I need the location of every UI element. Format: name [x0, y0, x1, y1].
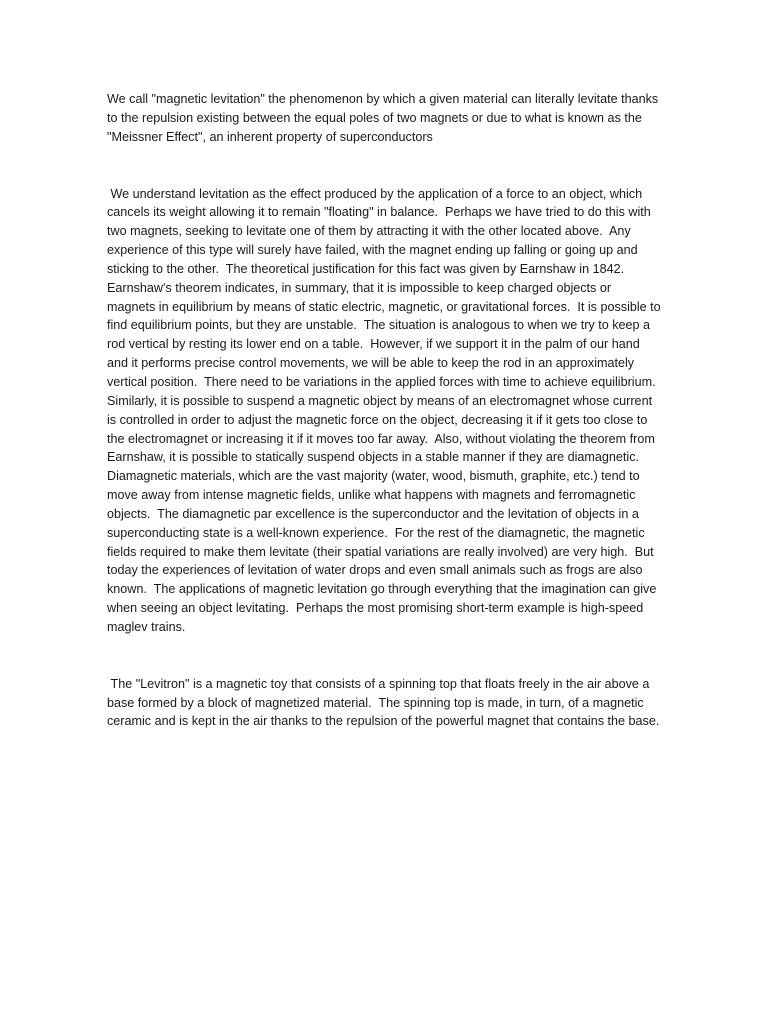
- document-page: [107, 90, 665, 731]
- paragraph-levitron: The "Levitron" is a magnetic toy that consists of a spinning top that floats freely in the air above a base formed by a block of magnetized material. The spinning top is made, in turn, of a magnetic ceramic and is kept in the air thanks to the repulsion of the powerful magnet that contains the base.: [107, 676, 660, 729]
- paragraph-levitation-explanation: We understand levitation as the effect produced by the application of a force to an object, which cancels its weight allowing it to remain "floating" in balance. Perhaps we have tried to do this with two magnets, seeking to levitate one of them by attracting it with the other located above. Any experience of this type will surely have failed, with the magnet ending up falling or going up and sticking to the other. The theoretical justification for this fact was given by Earnshaw in 1842. Earnshaw's theorem indicates, in summary, that it is impossible to keep charged objects or magnets in equilibrium by means of static electric, magnetic, or gravitational forces. It is possible to find equilibrium points, but they are unstable. The situation is analogous to when we try to keep a rod vertical by resting its lower end on a table. However, if we support it in the palm of our hand and it performs precise control movements, we will be able to keep the rod in an approximately vertical position. There need to be variations in the applied forces with time to achieve equilibrium. Similarly, it is possible to suspend a magnetic object by means of an electromagnet whose current is controlled in order to adjust the magnetic force on the object, decreasing it if it gets too close to the electromagnet or increasing it if it moves too far away. Also, without violating the theorem from Earnshaw, it is possible to statically suspend objects in a stable manner if they are diamagnetic. Diamagnetic materials, which are the vast majority (water, wood, bismuth, graphite, etc.) tend to move away from intense magnetic fields, unlike what happens with magnets and ferromagnetic objects. The diamagnetic par excellence is the superconductor and the levitation of objects in a superconducting state is a well-known experience. For the rest of the diamagnetic, the magnetic fields required to make them levitate (their spatial variations are really involved) are very high. But today the experiences of levitation of water drops and even small animals such as frogs are also known. The applications of magnetic levitation go through everything that the imagination can give when seeing an object levitating. Perhaps the most promising short-term example is high-speed maglev trains.: [107, 186, 665, 634]
- paragraph-intro: We call "magnetic levitation" the phenomenon by which a given material can literally levitate thanks to the repulsion existing between the equal poles of two magnets or due to what is known as the "Meissner Effect", an inherent property of superconductors: [107, 92, 662, 144]
